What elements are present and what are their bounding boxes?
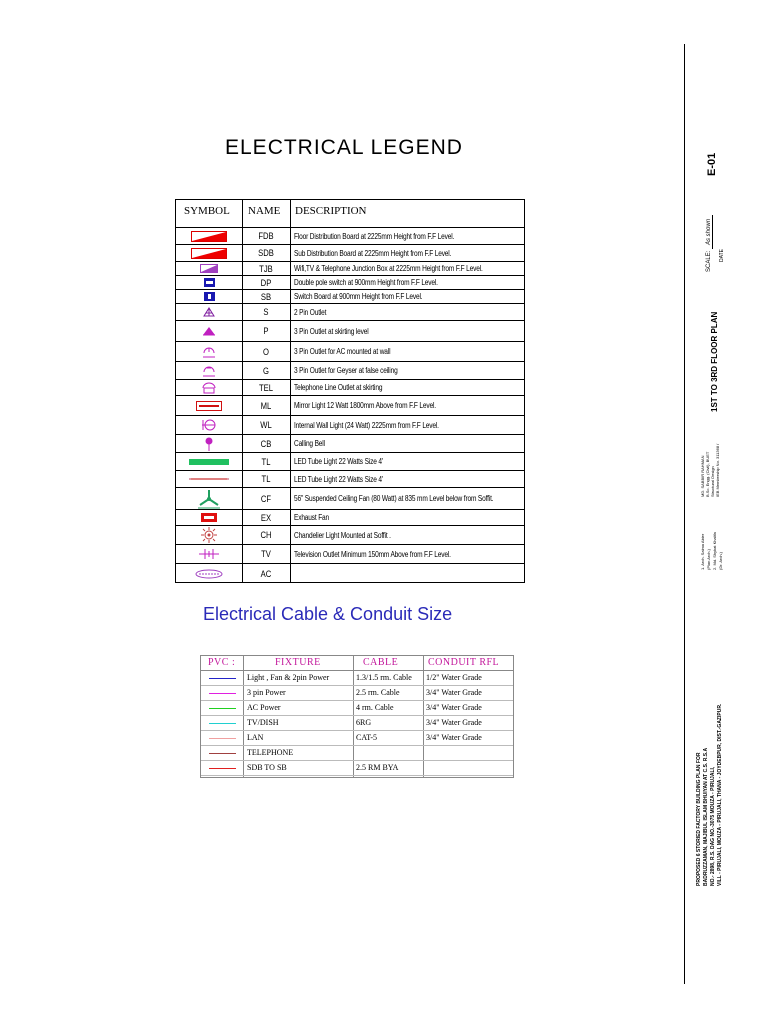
legend-name: CB [260, 438, 272, 449]
legend-name: G [263, 365, 269, 376]
legend-row [176, 471, 524, 488]
cable-header: CABLE [363, 657, 399, 668]
legend-name: CF [260, 493, 272, 504]
cable-row [201, 761, 513, 776]
legend-description-text: Floor Distribution Board at 2225mm Height from F.F Level. [294, 231, 455, 241]
legend-description-text: Sub Distribution Board at 2225mm Height from F.F Level. [294, 248, 452, 258]
legend-row [176, 488, 524, 510]
legend-description-text: Telephone Line Outlet at skirting [294, 383, 383, 392]
revision-line: (Dr. Arch.) [718, 551, 723, 570]
engineer-line: Structural Design [710, 466, 715, 497]
cable-cell: 2.5 RM BYA [356, 763, 399, 772]
led-tube-light-green-icon [176, 453, 242, 470]
fixture-cell: TELEPHONE [247, 748, 294, 757]
legend-description [294, 453, 520, 470]
ac-unit-icon [176, 564, 242, 584]
cable-row [201, 746, 513, 761]
legend-name: TL [261, 456, 271, 467]
legend-description [294, 564, 520, 584]
legend-description-text: Exhaust Fan [294, 513, 330, 522]
legend-name: TJB [259, 263, 273, 274]
project-block [696, 704, 724, 886]
conduit-cell: 3/4" Water Grade [426, 688, 482, 697]
double-pole-switch-icon [176, 276, 242, 289]
junction-box-icon [176, 262, 242, 275]
legend-description [294, 342, 520, 361]
legend-row [176, 290, 524, 304]
legend-description-text: Wifi,TV & Telephone Junction Box at 2225mm Height from F.F Level. [294, 264, 483, 273]
revision-block [700, 532, 724, 570]
project-line: VILL - PIRUJALI, MOUZA - PIRUJALI, THANA - JOYDEBPUR, DIST.-GAZIPUR. [717, 703, 723, 886]
legend-description [294, 321, 520, 341]
legend-name: TL [261, 474, 271, 484]
engineer-line: IEB Membership No. 311368 / [715, 443, 720, 497]
conduit-cell: 1/2" Water Grade [426, 673, 482, 682]
legend-row [176, 453, 524, 471]
cable-row [201, 701, 513, 716]
symbol-header: SYMBOL [184, 205, 230, 217]
legend-description [294, 362, 520, 379]
legend-description-text: Mirror Light 12 Watt 1800mm Above from F.F Level. [294, 401, 436, 410]
legend-description [294, 471, 520, 487]
cable-cell: CAT-5 [356, 733, 378, 742]
legend-description-text: 56" Suspended Ceiling Fan (80 Watt) at 835 mm Level below from Soffit. [294, 494, 494, 503]
conduit-cell: 3/4" Water Grade [426, 703, 482, 712]
cable-conduit-table [200, 655, 514, 778]
sidebar-border [684, 44, 685, 984]
legend-description [294, 262, 520, 275]
cable-cell: 2.5 rm. Cable [356, 688, 400, 697]
revision-line: 1. Arch. Salma Akter [700, 533, 705, 570]
legend-row [176, 510, 524, 526]
legend-name: FDB [258, 231, 274, 241]
legend-description [294, 245, 520, 261]
fixture-cell: AC Power [247, 703, 281, 712]
wire-color-line [209, 723, 236, 724]
legend-table [175, 199, 525, 583]
legend-row [176, 564, 524, 584]
sheet-number: E-01 [706, 152, 718, 176]
wire-color-line [209, 738, 236, 739]
wire-color-line [209, 693, 236, 694]
engineer-block [700, 444, 720, 497]
telephone-outlet-icon [176, 380, 242, 395]
legend-name: TEL [258, 382, 274, 393]
legend-description-text: Television Outlet Minimum 150mm Above from F.F Level. [294, 549, 451, 559]
geyser-outlet-icon [176, 362, 242, 379]
legend-row [176, 545, 524, 564]
legend-name: AC [260, 569, 272, 579]
legend-name: EX [260, 512, 272, 523]
legend-row [176, 416, 524, 435]
legend-description-text: LED Tube Light 22 Watts Size 4' [294, 474, 383, 484]
legend-title: ELECTRICAL LEGEND [225, 136, 463, 159]
cable-row [201, 686, 513, 701]
revision-line: (Plan Arch.) [706, 549, 711, 570]
legend-description [294, 488, 520, 509]
legend-description [294, 380, 520, 395]
legend-row [176, 245, 524, 262]
legend-row [176, 276, 524, 290]
legend-description [294, 290, 520, 303]
name-header: NAME [248, 205, 281, 217]
cable-row [201, 716, 513, 731]
legend-row [176, 304, 524, 321]
led-tube-light-red-icon [176, 471, 242, 487]
legend-description-text: Double pole switch at 900mm Height from F.F Level. [294, 278, 438, 287]
legend-description [294, 416, 520, 434]
drawing-title: 1ST TO 3RD FLOOR PLAN [710, 311, 719, 412]
legend-description-text: Chandelier Light Mounted at Soffit . [294, 530, 391, 540]
legend-description-text: Internal Wall Light (24 Watt) 2225mm from F.F Level. [294, 420, 439, 430]
ac-outlet-icon [176, 342, 242, 361]
wire-color-line [209, 708, 236, 709]
engineer-line: B.Sc. Engg. (Civil), BUET [705, 451, 710, 497]
legend-description [294, 435, 520, 452]
two-pin-outlet-icon [176, 304, 242, 320]
conduit-cell: 3/4" Water Grade [426, 718, 482, 727]
legend-description-text: Calling Bell [294, 439, 325, 448]
legend-description [294, 304, 520, 320]
fixture-cell: Light , Fan & 2pin Power [247, 673, 330, 682]
legend-description [294, 396, 520, 415]
exhaust-fan-icon [176, 510, 242, 525]
engineer-line: MD. SABBIR RAHMAN [700, 455, 705, 497]
scale-value: As shown [706, 215, 713, 249]
legend-name: S [263, 307, 269, 317]
conduit-header: CONDUIT RFL [428, 657, 500, 668]
legend-row [176, 321, 524, 342]
legend-row [176, 396, 524, 416]
legend-description [294, 276, 520, 289]
legend-row [176, 380, 524, 396]
legend-row [176, 342, 524, 362]
scale-label: SCALE: [706, 250, 712, 272]
cable-conduit-title: Electrical Cable & Conduit Size [203, 604, 453, 624]
legend-name: ML [260, 400, 272, 411]
tv-outlet-icon [176, 545, 242, 563]
scale-block [706, 215, 712, 272]
legend-description-text: Switch Board at 900mm Height from F.F Level. [294, 292, 423, 301]
legend-name: DP [260, 277, 272, 288]
conduit-cell: 3/4" Water Grade [426, 733, 482, 742]
ceiling-fan-icon [176, 488, 242, 509]
legend-row [176, 228, 524, 245]
project-line: BADRUZZAMAN, MAJIBUL ISLAM BHUIYAN AT C.S. R.S.A [703, 747, 709, 886]
legend-row [176, 435, 524, 453]
mirror-light-icon [176, 396, 242, 415]
description-header: DESCRIPTION [295, 205, 367, 217]
legend-description-text: LED Tube Light 22 Watts Size 4' [294, 457, 383, 466]
legend-description-text: 2 Pin Outlet [294, 307, 327, 317]
cable-cell: 1.3/1.5 rm. Cable [356, 673, 412, 682]
cable-row [201, 731, 513, 746]
date-label: DATE [719, 249, 725, 262]
legend-description-text: 3 Pin Outlet for Geyser at false ceiling [294, 366, 398, 375]
legend-row [176, 262, 524, 276]
cable-row [201, 671, 513, 686]
legend-name: WL [260, 420, 272, 430]
cable-cell: 6RG [356, 718, 372, 727]
project-line: NO.- 2898, R.S. DAG NO.-3075 MOUZA - PIRUJALI, [710, 766, 716, 886]
revision-line: 2. Md. Shykat Khalifa [712, 532, 717, 570]
three-pin-outlet-icon [176, 321, 242, 341]
project-line: PROPOSED 6 STORIED FACTORY BUILDING PLAN FOR [696, 752, 702, 886]
legend-row [176, 362, 524, 380]
legend-name: SB [260, 291, 272, 302]
switch-board-icon [176, 290, 242, 303]
fixture-header: FIXTURE [275, 657, 321, 668]
chandelier-icon [176, 526, 242, 544]
wire-color-line [209, 678, 236, 679]
legend-row [176, 526, 524, 545]
legend-description-text: 3 Pin Outlet at skirting level [294, 326, 369, 336]
wire-color-line [209, 768, 236, 769]
legend-name: TV [261, 549, 271, 559]
cable-table-header [201, 656, 513, 671]
sub-distribution-board-icon [176, 245, 242, 261]
cable-cell: 4 rm. Cable [356, 703, 394, 712]
legend-description-text: 3 Pin Outlet for AC mounted at wall [294, 347, 391, 356]
legend-name: O [263, 346, 269, 357]
fixture-cell: SDB TO SB [247, 763, 287, 772]
legend-description [294, 510, 520, 525]
legend-name: CH [260, 530, 272, 540]
wire-color-line [209, 753, 236, 754]
legend-description [294, 526, 520, 544]
legend-header [176, 200, 524, 228]
legend-name: SDB [258, 248, 274, 258]
fixture-cell: TV/DISH [247, 718, 279, 727]
wall-light-icon [176, 416, 242, 434]
fixture-cell: 3 pin Power [247, 688, 286, 697]
legend-name: P [263, 326, 269, 336]
legend-description [294, 228, 520, 244]
pvc-header: PVC : [208, 657, 236, 668]
fixture-cell: LAN [247, 733, 264, 742]
legend-description [294, 545, 520, 563]
calling-bell-icon [176, 435, 242, 452]
floor-distribution-board-icon [176, 228, 242, 244]
